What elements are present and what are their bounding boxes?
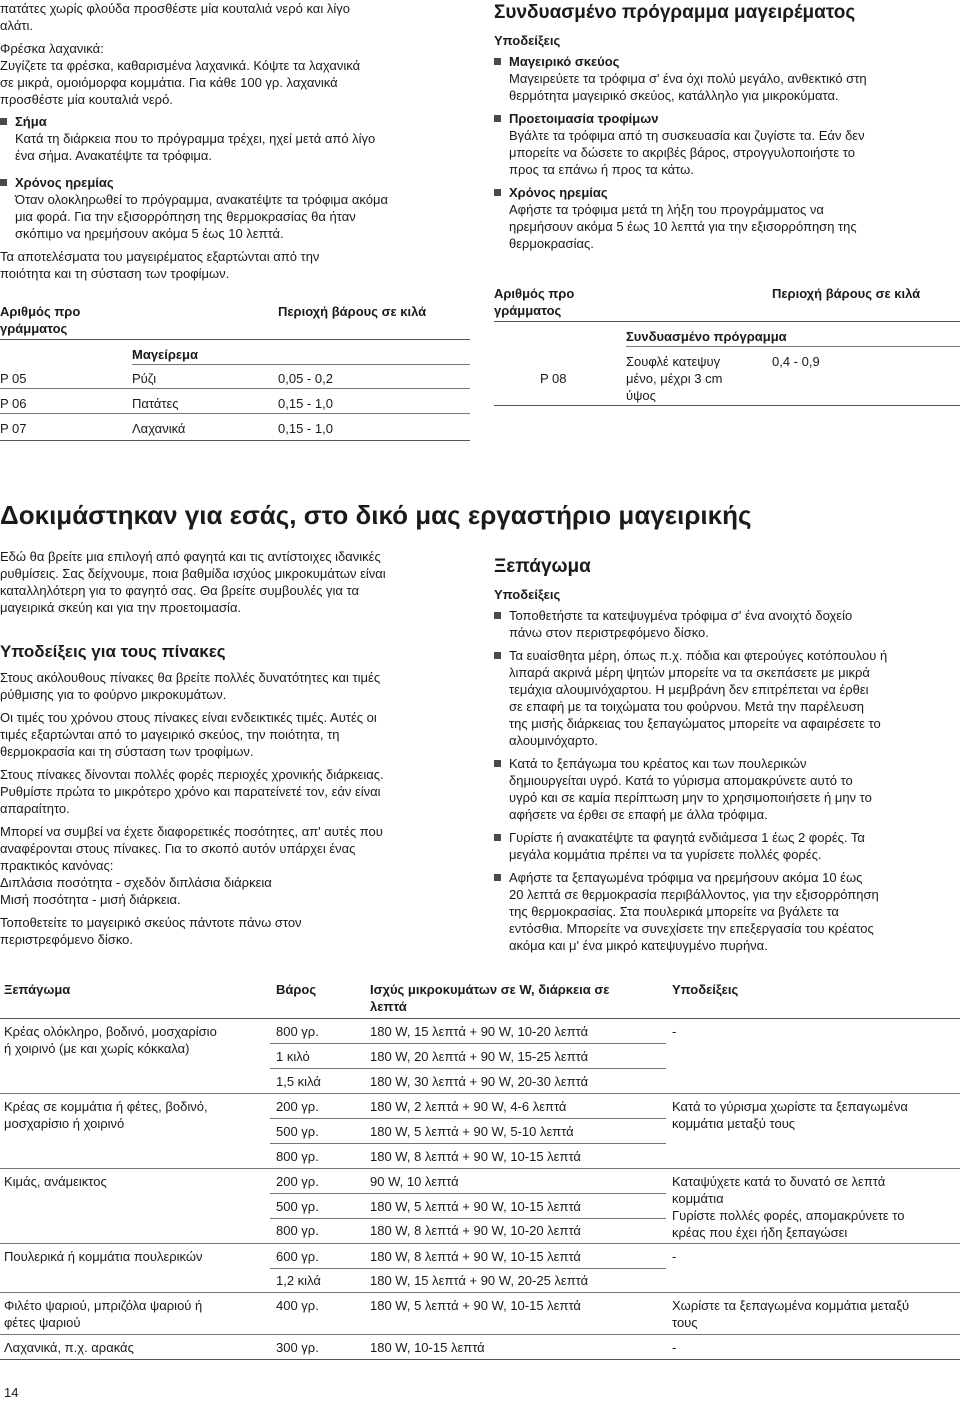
hint-heading: Χρόνος ηρεμίας bbox=[509, 185, 608, 200]
paragraph bbox=[0, 709, 470, 760]
text-line: μοσχαρίσιο ή χοιρινό bbox=[4, 1116, 125, 1131]
cell-weight: 300 γρ. bbox=[276, 1340, 319, 1355]
page-number: 14 bbox=[4, 1385, 19, 1400]
cell-food: Λαχανικά, π.χ. αρακάς bbox=[4, 1340, 134, 1355]
table-rule bbox=[0, 1018, 960, 1019]
table-rule bbox=[494, 405, 960, 406]
col-header-program bbox=[494, 285, 574, 319]
table-rule bbox=[0, 1243, 960, 1244]
paragraph bbox=[0, 766, 470, 817]
text-line: κρέας που έχει ήδη ξεπαγώσει bbox=[672, 1225, 848, 1240]
header-line: γράμματος bbox=[0, 321, 68, 336]
header-line: λεπτά bbox=[370, 999, 407, 1014]
text-line: 20 λεπτά σε θερμοκρασία περιβάλλοντος, για την εξισορρόπηση bbox=[509, 887, 879, 902]
cell-food: Κιμάς, ανάμεικτος bbox=[4, 1174, 107, 1189]
signal-heading: Σήμα bbox=[15, 114, 47, 129]
text-line: σε επαφή με τα τοιχώματα του φούρνου. Μετά την παρέλευση bbox=[509, 699, 865, 714]
text-line: Ρυθμίστε πρώτα το μικρότερο χρόνο και παρατείνετέ τον, εάν είναι bbox=[0, 784, 381, 799]
text-line: Καταψύχετε κατά το δυνατό σε λεπτά bbox=[672, 1174, 886, 1189]
table-rule bbox=[270, 1218, 666, 1219]
table-rule bbox=[0, 1359, 960, 1360]
hint-item bbox=[494, 110, 960, 178]
cell-weight: 0,15 - 1,0 bbox=[278, 396, 333, 411]
text-line: Χωρίστε τα ξεπαγωμένα κομμάτια μεταξύ bbox=[672, 1298, 910, 1313]
table-rule bbox=[270, 1118, 666, 1119]
cell-weight: 0,05 - 0,2 bbox=[278, 371, 333, 386]
text-line: προσθέστε μία κουταλιά νερό. bbox=[0, 92, 173, 107]
paragraph bbox=[0, 669, 470, 703]
text-line: προς τα επάνω ή προς τα κάτω. bbox=[509, 162, 694, 177]
cell-food: Πατάτες bbox=[132, 396, 179, 411]
text-line: Κατά το γύρισμα χωρίστε τα ξεπαγωμένα bbox=[672, 1099, 908, 1114]
text-line: Ζυγίζετε τα φρέσκα, καθαρισμένα λαχανικά. Κόψτε τα λαχανικά bbox=[0, 58, 361, 73]
cell-hint: - bbox=[672, 1024, 677, 1039]
text-line: μεγάλα κομμάτια πρέπει να τα γυρίσετε πολλές φορές. bbox=[509, 847, 822, 862]
cell-power: 180 W, 8 λεπτά + 90 W, 10-20 λεπτά bbox=[370, 1223, 581, 1238]
cell-prog: P 08 bbox=[540, 371, 567, 386]
cell-prog: P 05 bbox=[0, 371, 27, 386]
text-line: τιμές εξαρτώνται από το μαγειρικό σκεύος, την ποιότητα, τη bbox=[0, 727, 340, 742]
tested-intro bbox=[0, 548, 470, 616]
hint-item bbox=[494, 184, 960, 252]
header-line: Αριθμός προ bbox=[0, 304, 81, 319]
table-rule bbox=[270, 1043, 666, 1044]
table-rule bbox=[626, 346, 960, 347]
main-title: Δοκιμάστηκαν για εσάς, στο δικό μας εργαστήριο μαγειρικής bbox=[0, 500, 752, 530]
cell-food: Πουλερικά ή κομμάτια πουλερικών bbox=[4, 1249, 203, 1264]
intro-line: αλάτι. bbox=[0, 18, 33, 33]
bullet-square-icon bbox=[494, 58, 501, 65]
text-line: σε μικρά, ομοιόμορφα κομμάτια. Για κάθε 100 γρ. λαχανικά bbox=[0, 75, 338, 90]
text-line: θερμότητα μαγειρικό σκεύος, κατάλληλο για μικροκύματα. bbox=[509, 88, 839, 103]
hints-label: Υποδείξεις bbox=[494, 33, 561, 48]
cell-power: 180 W, 8 λεπτά + 90 W, 10-15 λεπτά bbox=[370, 1249, 581, 1264]
table-rule bbox=[0, 440, 470, 441]
text-line: φέτες ψαριού bbox=[4, 1315, 81, 1330]
cell-weight: 800 γρ. bbox=[276, 1223, 319, 1238]
text-line: λιπαρά ακρινά μέρη ψητών μπορείτε να τα σκεπάσετε με μικρά bbox=[509, 665, 870, 680]
hint-item bbox=[494, 607, 960, 641]
cell-food bbox=[626, 353, 722, 404]
text-line: ακόμα και μ' ένα μικρό κατεψυγμένο πυρήνα. bbox=[509, 938, 768, 953]
text-line: Τα αποτελέσματα του μαγειρέματος εξαρτώνται από την bbox=[0, 249, 320, 264]
text-line: εντόσθια. Μπορείτε να συνεχίσετε την επεξεργασία του κρέατος bbox=[509, 921, 874, 936]
fresh-vegetables-block bbox=[0, 40, 470, 108]
text-line: σκόπιμο να ηρεμήσουν ακόμα 5 έως 10 λεπτά. bbox=[15, 226, 284, 241]
rest-time-block bbox=[0, 174, 470, 242]
cell-hint bbox=[672, 1173, 904, 1241]
cell-hint bbox=[672, 1098, 908, 1132]
text-line: Μισή ποσότητα - μισή διάρκεια. bbox=[0, 892, 181, 907]
cell-power: 180 W, 10-15 λεπτά bbox=[370, 1340, 485, 1355]
text-line: Αφήστε τα ξεπαγωμένα τρόφιμα να ηρεμήσουν ακόμα 10 έως bbox=[509, 870, 863, 885]
text-line: μπορείτε να δώσετε το ακριβές βάρος, στρογγυλοποιήστε το bbox=[509, 145, 855, 160]
text-line: Κρέας σε κομμάτια ή φέτες, βοδινό, bbox=[4, 1099, 208, 1114]
hint-item bbox=[494, 53, 960, 104]
text-line: Στους πίνακες δίνονται πολλές φορές περιοχές χρονικής διάρκειας. bbox=[0, 767, 384, 782]
text-line: πρακτικός κανόνας: bbox=[0, 858, 114, 873]
cell-power: 180 W, 5 λεπτά + 90 W, 10-15 λεπτά bbox=[370, 1199, 581, 1214]
text-line: Αφήστε τα τρόφιμα μετά τη λήξη του προγράμματος να bbox=[509, 202, 824, 217]
table-rule bbox=[132, 364, 470, 365]
text-line: μαγειρικά σκεύη και για την προετοιμασία. bbox=[0, 600, 242, 615]
cell-power: 180 W, 5 λεπτά + 90 W, 5-10 λεπτά bbox=[370, 1124, 574, 1139]
section-title: Συνδυασμένο πρόγραμμα μαγειρέματος bbox=[494, 2, 856, 23]
text-line: καταλληλότερη για το φαγητό σας. Θα βρείτε συμβουλές για τα bbox=[0, 583, 359, 598]
cell-power: 90 W, 10 λεπτά bbox=[370, 1174, 459, 1189]
text-line: τους bbox=[672, 1315, 698, 1330]
cell-weight: 1,5 κιλά bbox=[276, 1074, 321, 1089]
cell-weight: 500 γρ. bbox=[276, 1124, 319, 1139]
bullet-square-icon bbox=[0, 118, 7, 125]
hint-heading: Μαγειρικό σκεύος bbox=[509, 54, 620, 69]
bullet-square-icon bbox=[494, 760, 501, 767]
cell-food: Λαχανικά bbox=[132, 421, 186, 436]
rest-heading: Χρόνος ηρεμίας bbox=[15, 175, 114, 190]
table-rule bbox=[0, 339, 470, 340]
hint-item bbox=[494, 647, 960, 749]
text-line: αναφέρονται στους πίνακες. Για το σκοπό αυτόν υπάρχει ένας bbox=[0, 841, 356, 856]
text-line: Κατά το ξεπάγωμα του κρέατος και των πουλερικών bbox=[509, 756, 807, 771]
cell-hint bbox=[672, 1297, 909, 1331]
sub-header-combo: Συνδυασμένο πρόγραμμα bbox=[626, 329, 787, 344]
col-header-weight: Βάρος bbox=[276, 982, 317, 997]
bullet-square-icon bbox=[494, 834, 501, 841]
cell-weight: 500 γρ. bbox=[276, 1199, 319, 1214]
hint-item bbox=[494, 829, 960, 863]
combo-hints bbox=[494, 32, 960, 252]
text-line: της μισής διάρκειας του ξεπαγώματος μπορείτε να αφαιρέσετε το bbox=[509, 716, 881, 731]
text-line: αλουμινόχαρτο. bbox=[509, 733, 598, 748]
paragraph bbox=[0, 823, 470, 908]
cell-hint: - bbox=[672, 1340, 677, 1355]
text-line: ρύθμισης για το φούρνο μικροκυμάτων. bbox=[0, 687, 227, 702]
table-rule bbox=[0, 1168, 960, 1169]
table-rule bbox=[0, 388, 470, 389]
text-line: Τοποθετήστε τα κατεψυγμένα τρόφιμα σ' ένα ανοιχτό δοχείο bbox=[509, 608, 853, 623]
bullet-square-icon bbox=[494, 874, 501, 881]
cell-weight: 800 γρ. bbox=[276, 1149, 319, 1164]
hint-item bbox=[494, 869, 960, 954]
table-rule bbox=[0, 1292, 960, 1293]
cell-weight: 0,4 - 0,9 bbox=[772, 354, 820, 369]
cell-power: 180 W, 8 λεπτά + 90 W, 10-15 λεπτά bbox=[370, 1149, 581, 1164]
col-header-food: Ξεπάγωμα bbox=[4, 982, 71, 997]
text-line: Τα ευαίσθητα μέρη, όπως π.χ. πόδια και φτερούγες κοτόπουλου ή bbox=[509, 648, 888, 663]
cell-weight: 1 κιλό bbox=[276, 1049, 310, 1064]
text-line: Εδώ θα βρείτε μια επιλογή από φαγητά και τις αντίστοιχες ιδανικές bbox=[0, 549, 381, 564]
text-line: Βγάλτε τα τρόφιμα από τη συσκευασία και ζυγίστε τα. Εάν δεν bbox=[509, 128, 865, 143]
hint-heading: Προετοιμασία τροφίμων bbox=[509, 111, 659, 126]
text-line: Γυρίστε ή ανακατέψτε τα φαγητά ενδιάμεσα 1 έως 2 φορές. Τα bbox=[509, 830, 865, 845]
text-line: ένα σήμα. Ανακατέψτε τα τρόφιμα. bbox=[15, 148, 213, 163]
text-line: Διπλάσια ποσότητα - σχεδόν διπλάσια διάρκεια bbox=[0, 875, 272, 890]
text-line: θερμοκρασίας. bbox=[509, 236, 594, 251]
cell-prog: P 06 bbox=[0, 396, 27, 411]
text-line: Στους ακόλουθους πίνακες θα βρείτε πολλές δυνατότητες και τιμές bbox=[0, 670, 381, 685]
text-line: ύψος bbox=[626, 388, 656, 403]
text-line: κομμάτια bbox=[672, 1191, 724, 1206]
col-header-power bbox=[370, 981, 609, 1015]
table-rule bbox=[0, 1334, 960, 1335]
text-line: Μπορεί να συμβεί να έχετε διαφορετικές ποσότητες, απ' αυτές που bbox=[0, 824, 383, 839]
bullet-square-icon bbox=[0, 179, 7, 186]
text-line: Σουφλέ κατεψυγ bbox=[626, 354, 721, 369]
table-rule bbox=[494, 321, 960, 322]
cell-weight: 400 γρ. bbox=[276, 1298, 319, 1313]
table-rule bbox=[270, 1193, 666, 1194]
text-line: μια φορά. Για την εξισορρόπηση της θερμοκρασίας θα ήταν bbox=[15, 209, 356, 224]
cell-weight: 800 γρ. bbox=[276, 1024, 319, 1039]
hints-label: Υποδείξεις bbox=[494, 587, 561, 602]
text-line: περιστρεφόμενο δίσκο. bbox=[0, 932, 134, 947]
bullet-square-icon bbox=[494, 652, 501, 659]
text-line: Γυρίστε πολλές φορές, απομακρύνετε το bbox=[672, 1208, 905, 1223]
col-header-program bbox=[0, 303, 80, 337]
bullet-square-icon bbox=[494, 612, 501, 619]
text-line: Φιλέτο ψαριού, μπριζόλα ψαριού ή bbox=[4, 1298, 203, 1313]
cell-power: 180 W, 2 λεπτά + 90 W, 4-6 λεπτά bbox=[370, 1099, 567, 1114]
text-line: Οι τιμές του χρόνου στους πίνακες είναι ενδεικτικές τιμές. Αυτές οι bbox=[0, 710, 377, 725]
signal-block bbox=[0, 113, 470, 164]
table-hints-section bbox=[0, 641, 470, 948]
table-rule bbox=[270, 1068, 666, 1069]
text-line: ηρεμήσουν ακόμα 5 έως 10 λεπτά για την εξισορρόπηση της bbox=[509, 219, 857, 234]
fresh-title: Φρέσκα λαχανικά: bbox=[0, 41, 104, 56]
text-line: Κατά τη διάρκεια που το πρόγραμμα τρέχει, ηχεί μετά από λίγο bbox=[15, 131, 376, 146]
text-line: θερμοκρασία και τη σύσταση των τροφίμων. bbox=[0, 744, 254, 759]
sub-header-cooking: Μαγείρεμα bbox=[132, 347, 198, 362]
table-rule bbox=[0, 413, 470, 414]
cell-food bbox=[4, 1297, 202, 1331]
text-line: ρυθμίσεις. Σας δείχνουμε, ποια βαθμίδα ισχύος μικροκυμάτων είναι bbox=[0, 566, 386, 581]
text-line: πάνω στον περιστρεφόμενο δίσκο. bbox=[509, 625, 709, 640]
text-line: απαραίτητο. bbox=[0, 801, 70, 816]
text-line: Μαγειρεύετε τα τρόφιμα σ' ένα όχι πολύ μεγάλο, ανθεκτικό στη bbox=[509, 71, 867, 86]
text-line: Όταν ολοκληρωθεί το πρόγραμμα, ανακατέψτε τα τρόφιμα ακόμα bbox=[15, 192, 388, 207]
col-header-weight: Περιοχή βάρους σε κιλά bbox=[772, 286, 921, 301]
text-line: ποιότητα και τη σύσταση των τροφίμων. bbox=[0, 266, 230, 281]
text-line: Τοποθετείτε το μαγειρικό σκεύος πάντοτε πάνω στον bbox=[0, 915, 302, 930]
header-line: Ισχύς μικροκυμάτων σε W, διάρκεια σε bbox=[370, 982, 610, 997]
col-header-hints: Υποδείξεις bbox=[672, 982, 739, 997]
paragraph bbox=[0, 914, 470, 948]
table-rule bbox=[270, 1143, 666, 1144]
table-hints-title: Υποδείξεις για τους πίνακες bbox=[0, 642, 226, 661]
cell-weight: 200 γρ. bbox=[276, 1099, 319, 1114]
result-note bbox=[0, 248, 470, 282]
cell-power: 180 W, 20 λεπτά + 90 W, 15-25 λεπτά bbox=[370, 1049, 589, 1064]
cell-weight: 0,15 - 1,0 bbox=[278, 421, 333, 436]
text-line: τεμάχια αλουμινόχαρτου. Η μεμβράνη δεν επιτρέπεται να έρθει bbox=[509, 682, 869, 697]
text-line: αφήσετε να έρθει σε επαφή με άλλα τρόφιμα. bbox=[509, 807, 768, 822]
cell-power: 180 W, 15 λεπτά + 90 W, 20-25 λεπτά bbox=[370, 1273, 589, 1288]
cell-power: 180 W, 5 λεπτά + 90 W, 10-15 λεπτά bbox=[370, 1298, 581, 1313]
header-line: Αριθμός προ bbox=[494, 286, 575, 301]
table-rule bbox=[0, 1093, 960, 1094]
cell-food bbox=[4, 1023, 217, 1057]
bullet-square-icon bbox=[494, 189, 501, 196]
cell-hint: - bbox=[672, 1249, 677, 1264]
text-line: μένο, μέχρι 3 cm bbox=[626, 371, 723, 386]
table-rule bbox=[270, 1268, 666, 1269]
text-line: ή χοιρινό (με και χωρίς κόκκαλα) bbox=[4, 1041, 190, 1056]
hint-item bbox=[494, 755, 960, 823]
text-line: Κρέας ολόκληρο, βοδινό, μοσχαρίσιο bbox=[4, 1024, 217, 1039]
text-line: της θερμοκρασίας. Στα πουλερικά μπορείτε να βγάλετε τα bbox=[509, 904, 839, 919]
text-line: υγρό και σε καμία περίπτωση μην το χρησιμοποιήσετε ή μην το bbox=[509, 790, 872, 805]
cell-power: 180 W, 15 λεπτά + 90 W, 10-20 λεπτά bbox=[370, 1024, 589, 1039]
text-line: δημιουργείται υγρό. Κατά το γύρισμα απομακρύνετε αυτό το bbox=[509, 773, 853, 788]
intro-line: πατάτες χωρίς φλούδα προσθέστε μία κουταλιά νερό και λίγο bbox=[0, 1, 350, 16]
combo-program-section bbox=[494, 2, 960, 24]
text-line: κομμάτια μεταξύ τους bbox=[672, 1116, 796, 1131]
col-header-weight: Περιοχή βάρους σε κιλά bbox=[278, 304, 427, 319]
cell-power: 180 W, 30 λεπτά + 90 W, 20-30 λεπτά bbox=[370, 1074, 589, 1089]
header-line: γράμματος bbox=[494, 303, 562, 318]
cell-food: Ρύζι bbox=[132, 371, 157, 386]
bullet-square-icon bbox=[494, 115, 501, 122]
cell-weight: 1,2 κιλά bbox=[276, 1273, 321, 1288]
defrost-section bbox=[494, 556, 960, 954]
cell-prog: P 07 bbox=[0, 421, 27, 436]
section-title: Ξεπάγωμα bbox=[494, 556, 591, 577]
cell-weight: 600 γρ. bbox=[276, 1249, 319, 1264]
left-top-section bbox=[0, 0, 470, 34]
cell-weight: 200 γρ. bbox=[276, 1174, 319, 1189]
cell-food bbox=[4, 1098, 208, 1132]
